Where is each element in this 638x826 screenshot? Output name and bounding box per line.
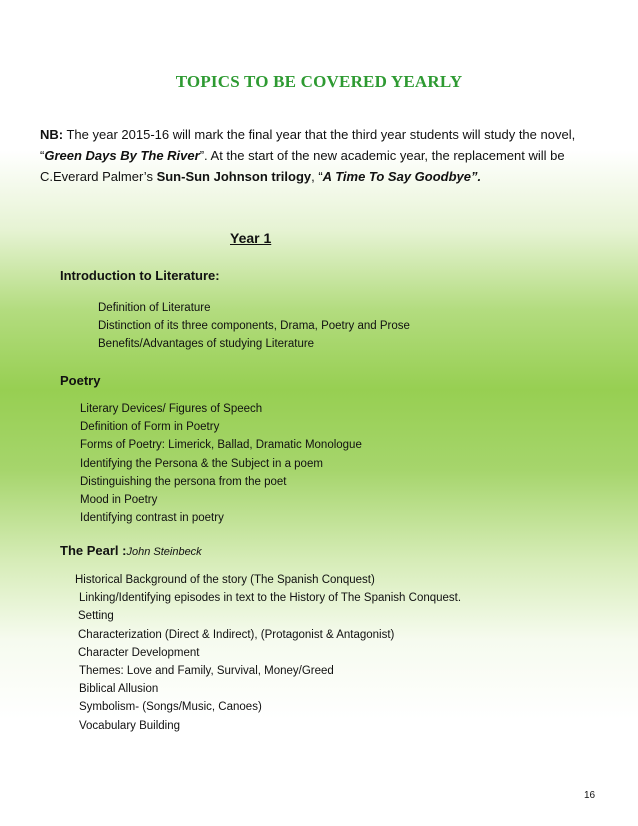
- nb-line-2-text: ”. At the start of the new academic year, the replacement will be: [199, 148, 565, 163]
- list-item: Definition of Literature: [98, 302, 211, 314]
- list-item: Literary Devices/ Figures of Speech: [80, 403, 263, 415]
- list-item: Biblical Allusion: [79, 683, 159, 696]
- nb-paragraph: [40, 124, 612, 187]
- nb-label: NB:: [40, 127, 64, 142]
- nb-trilogy: Sun-Sun Johnson trilogy: [156, 169, 312, 184]
- list-item: Identifying the Persona & the Subject in a poem: [80, 457, 323, 470]
- list-item: Identifying contrast in poetry: [80, 512, 224, 525]
- list-item: Character Development: [78, 646, 200, 659]
- intro-list: [98, 299, 410, 354]
- list-item: Characterization (Direct & Indirect), (Protagonist & Antagonist): [78, 628, 395, 641]
- poetry-heading: Poetry: [60, 373, 101, 388]
- list-item: Historical Background of the story (The Spanish Conquest): [75, 574, 375, 586]
- year-heading: Year 1: [230, 230, 272, 246]
- nb-line-1: [40, 124, 612, 145]
- poetry-list: [80, 400, 362, 527]
- nb-line-1-text: The year 2015-16 will mark the final year that the third year students will study the novel,: [63, 127, 576, 142]
- list-item: Themes: Love and Family, Survival, Money/Greed: [79, 665, 334, 678]
- nb-line-3: [40, 166, 612, 187]
- pearl-title: The Pearl :: [60, 543, 127, 558]
- nb-replacement-book: A Time To Say Goodbye”.: [322, 169, 482, 184]
- list-item: Distinguishing the persona from the poet: [80, 475, 287, 488]
- pearl-heading: [60, 543, 202, 558]
- pearl-list: [75, 571, 461, 735]
- list-item: Benefits/Advantages of studying Literature: [98, 338, 315, 351]
- list-item: Distinction of its three components, Drama, Poetry and Prose: [98, 320, 410, 333]
- page-number: 16: [584, 790, 596, 801]
- nb-line-2: [40, 145, 612, 166]
- list-item: Forms of Poetry: Limerick, Ballad, Dramatic Monologue: [80, 439, 362, 452]
- list-item: Vocabulary Building: [79, 719, 181, 732]
- list-item: Mood in Poetry: [80, 494, 158, 507]
- list-item: Symbolism- (Songs/Music, Canoes): [79, 701, 262, 714]
- page-title: TOPICS TO BE COVERED YEARLY: [175, 72, 463, 91]
- nb-book-title: Green Days By The River: [44, 148, 200, 163]
- intro-heading: Introduction to Literature:: [60, 268, 220, 283]
- nb-separator: , “: [311, 169, 323, 184]
- list-item: Setting: [78, 610, 114, 623]
- nb-open-quote: “: [40, 148, 45, 163]
- pearl-author: John Steinbeck: [126, 546, 202, 558]
- nb-author: C.Everard Palmer’s: [40, 169, 157, 184]
- list-item: Linking/Identifying episodes in text to the History of The Spanish Conquest.: [79, 592, 462, 605]
- list-item: Definition of Form in Poetry: [80, 421, 220, 434]
